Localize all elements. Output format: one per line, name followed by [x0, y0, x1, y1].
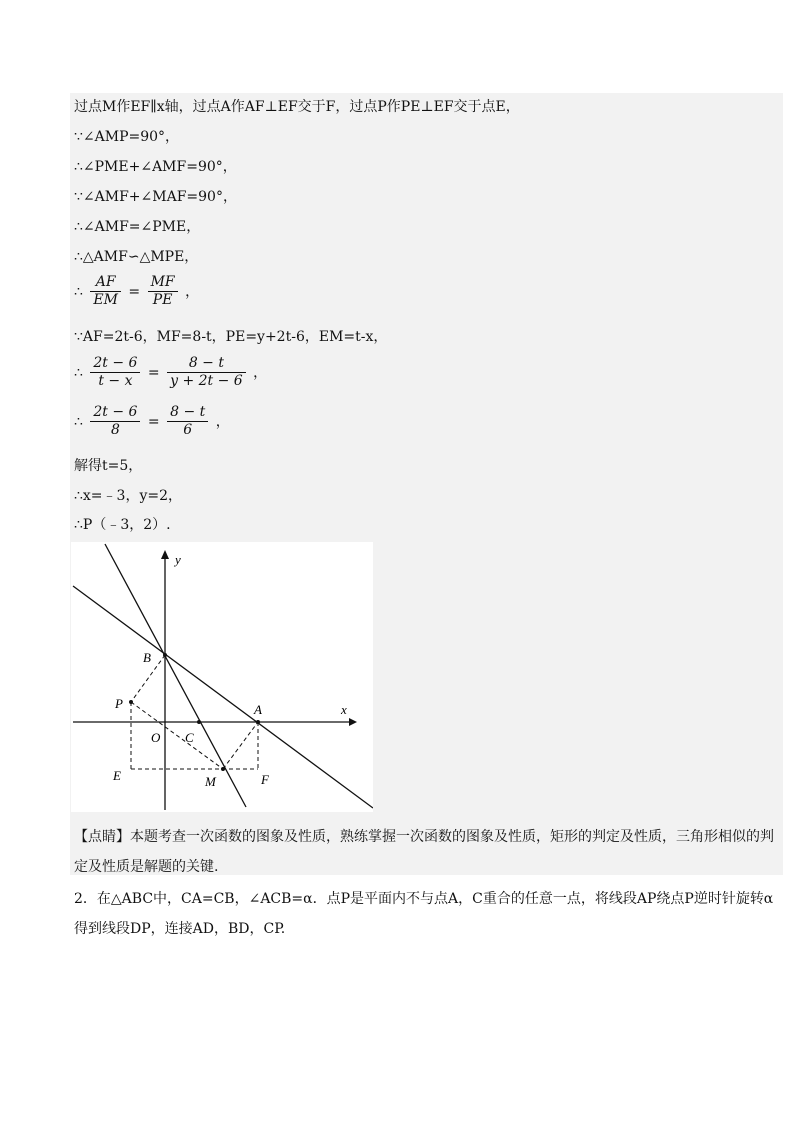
fraction-numerator: MF — [148, 274, 178, 292]
label-o: O — [151, 730, 161, 745]
y-axis-arrow — [161, 550, 169, 559]
solution-line-6: ∴△AMF∽△MPE， — [74, 249, 199, 265]
solution-line-2: ∵∠AMP=90°， — [74, 129, 180, 145]
label-c: C — [185, 730, 194, 745]
label-y: y — [175, 552, 181, 567]
solution-line-4: ∵∠AMF+∠MAF=90°， — [74, 189, 237, 205]
label-e: E — [113, 768, 121, 783]
solution-line-result-3: ∴P（﹣3，2）. — [74, 517, 171, 533]
line-bc — [105, 544, 246, 807]
equals-sign: = — [128, 283, 141, 300]
fraction-denominator: PE — [152, 292, 173, 308]
segment-pm — [131, 702, 223, 769]
fraction-denominator: EM — [93, 292, 118, 308]
therefore-symbol: ∴ — [74, 283, 83, 300]
fraction-denominator: 8 — [110, 422, 120, 438]
therefore-symbol: ∴ — [74, 364, 83, 381]
fraction-denominator: y + 2t − 6 — [170, 373, 243, 389]
solution-line-1: 过点M作EF∥x轴，过点A作AF⊥EF交于F，过点P作PE⊥EF交于点E， — [74, 99, 520, 115]
fraction-equation-1 — [74, 274, 201, 309]
comma: ， — [215, 413, 230, 430]
x-axis-arrow — [349, 718, 357, 726]
label-p: P — [115, 696, 123, 711]
fraction-numerator: 8 − t — [167, 355, 246, 373]
coordinate-diagram — [71, 542, 373, 812]
point-p — [129, 700, 133, 704]
point-b — [163, 653, 167, 657]
equals-sign: = — [147, 364, 160, 381]
fraction-mf-pe — [148, 274, 178, 309]
label-x: x — [341, 702, 347, 717]
fraction-lhs — [90, 404, 140, 439]
fraction-equation-2 — [74, 355, 269, 390]
dianjing-note: 【点睛】本题考查一次函数的图象及性质，熟练掌握一次函数的图象及性质，矩形的判定及性质，三角形相似的判定及性质是解题的关键. — [74, 829, 774, 875]
segment-ma — [223, 722, 258, 769]
fraction-rhs — [167, 355, 246, 390]
fraction-numerator: 8 − t — [167, 404, 208, 422]
equals-sign: = — [147, 413, 160, 430]
point-c-intersection — [197, 720, 201, 724]
fraction-denominator: t − x — [98, 373, 133, 389]
fraction-numerator: 2t − 6 — [90, 404, 140, 422]
point-m — [221, 767, 225, 771]
therefore-symbol: ∴ — [74, 413, 83, 430]
question-2: 2．在△ABC中，CA=CB，∠ACB=α．点P是平面内不与点A，C重合的任意一点，将线段AP绕点P逆时针旋转α得到线段DP，连接AD，BD，CP. — [74, 891, 774, 937]
fraction-equation-3 — [74, 404, 232, 439]
solution-line-given: ∵AF=2t-6，MF=8-t，PE=y+2t-6，EM=t-x， — [74, 329, 388, 345]
comma: ， — [253, 364, 268, 381]
label-a: A — [254, 702, 262, 717]
fraction-numerator: 2t − 6 — [90, 355, 140, 373]
fraction-rhs — [167, 404, 208, 439]
solution-line-result-1: 解得t=5， — [74, 458, 143, 474]
label-b: B — [143, 650, 151, 665]
label-f: F — [261, 772, 269, 787]
solution-line-5: ∴∠AMF=∠PME， — [74, 219, 201, 235]
fraction-lhs — [90, 355, 140, 390]
fraction-af-em — [90, 274, 121, 309]
point-a — [256, 720, 260, 724]
coordinate-figure — [71, 542, 373, 812]
solution-line-3: ∴∠PME+∠AMF=90°， — [74, 159, 237, 175]
comma: ， — [185, 283, 200, 300]
solution-line-result-2: ∴x=﹣3，y=2， — [74, 488, 182, 504]
fraction-numerator: AF — [90, 274, 121, 292]
label-m: M — [205, 774, 216, 789]
fraction-denominator: 6 — [183, 422, 193, 438]
